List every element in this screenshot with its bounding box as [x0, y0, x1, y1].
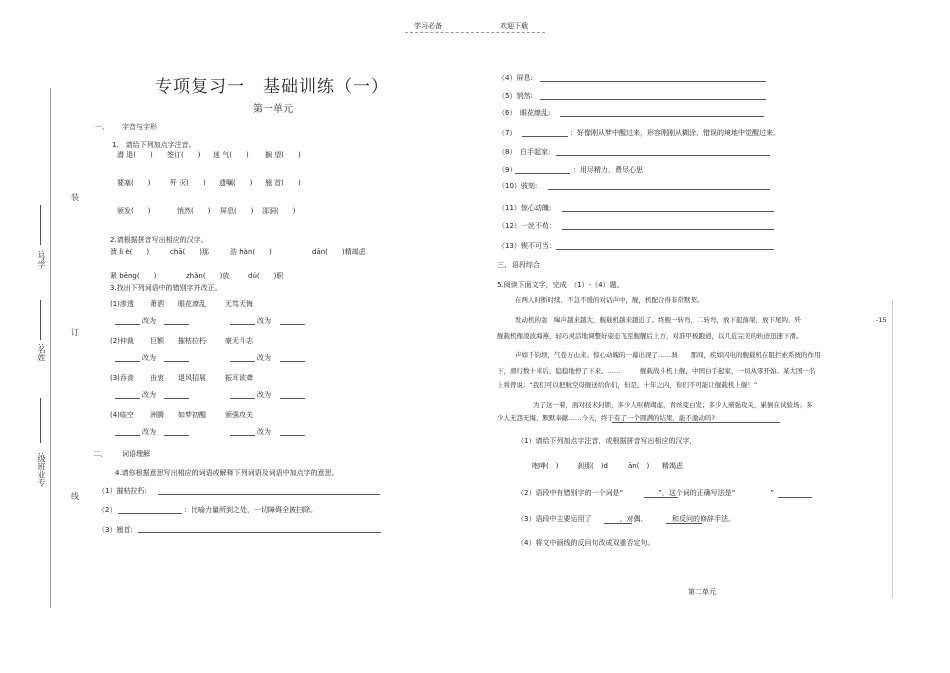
- term-label: （2）: [98, 506, 117, 514]
- page-subtitle: 第一单元: [253, 104, 293, 115]
- student-no-label: :号学: [37, 250, 46, 269]
- student-no-line: [40, 205, 41, 245]
- answer-blank[interactable]: [115, 324, 140, 325]
- answer-blank[interactable]: [644, 497, 678, 498]
- answer-line[interactable]: [540, 99, 766, 100]
- word-item: 萧洒: [150, 300, 164, 308]
- gai-label: 改为: [257, 428, 271, 436]
- answer-blank[interactable]: [164, 435, 189, 436]
- pinyin-item: 要塞( ): [117, 179, 151, 187]
- gai-label: 改为: [257, 317, 271, 325]
- term-label: （8） 白手起家:: [498, 148, 551, 156]
- word-item: 退风招展: [178, 374, 206, 382]
- passage-line: 舰载机像凌波海燕，轻巧灵活地调整好姿态飞至舰艉后上方，对准甲板跑道，以几近完美的轨迹迅速下滑。: [497, 332, 803, 340]
- word-item: 无笃无悔: [225, 300, 253, 308]
- pinyin-item: 悄然( ): [177, 207, 211, 215]
- answer-blank[interactable]: [115, 398, 140, 399]
- hanzi-item: 浩 hàn( ): [230, 248, 272, 256]
- answer-blank[interactable]: [666, 523, 702, 524]
- answer-blank[interactable]: [280, 324, 305, 325]
- q4-prompt: 4.请你根据意思写出相应的词语或解释下列词语及词语中加点字的意思。: [115, 469, 339, 477]
- passage-line: 发动机的轰 嗥声越来越大，舰载机越来越近了。终舰一转弯，二转弯，放下起落架，放下尾钩，歼: [515, 316, 801, 324]
- answer-line[interactable]: [540, 81, 766, 82]
- binding-line: [50, 88, 51, 608]
- term-label: （9）: [498, 166, 517, 174]
- answer-blank[interactable]: [280, 398, 305, 399]
- word-item: 如梦初醒: [178, 411, 206, 419]
- class-line: [40, 398, 41, 443]
- term-label: （7）: [498, 129, 520, 137]
- passage-line: 声如千钧坝，气卷万山来。惊心动魄的一幕出现了……刹 那间，疾如闪电的舰载机在阻拦索系统的作用: [515, 351, 821, 359]
- q1-prompt: 1. 请给下列加点字注音。: [112, 141, 196, 149]
- pinyin-item: 翘 首( ): [265, 179, 301, 187]
- underlined-question: [612, 422, 780, 423]
- definition-text: ：好像刚从梦中醒过来，形容刚刚从糊涂、错误的境地中觉醒过来。: [570, 129, 780, 137]
- answer-line[interactable]: [158, 494, 380, 495]
- word-item: 眼花潦乱: [178, 300, 206, 308]
- answer-line[interactable]: [515, 173, 570, 174]
- answer-line[interactable]: [522, 136, 568, 137]
- term-label: （12）一丝不苟：: [498, 222, 556, 230]
- subq-2: （2）语段中有错别字的一个词是“ ”，这个词的正确写法是“ ”: [517, 489, 774, 497]
- hanzi-item: dān( )精竭虑: [312, 248, 366, 256]
- pinyin-item: 屏息( ): [220, 207, 254, 215]
- answer-blank[interactable]: [164, 361, 189, 362]
- subq-1-item: 咆哮( ): [532, 462, 559, 470]
- term-label: （5）悄然:: [498, 92, 533, 100]
- gai-label: 改为: [257, 391, 271, 399]
- pinyin-item: 签订( ): [167, 151, 201, 159]
- sec1-number: 一、: [95, 123, 109, 131]
- gai-label: 改为: [142, 354, 156, 362]
- word-item: 振耳欲聋: [225, 374, 253, 382]
- pinyin-item: 搁 望( ): [265, 151, 301, 159]
- passage-line: 少人无怨无悔、默默奉献……今天，终于有了一个圆满的结果，能不激动吗?: [497, 414, 715, 422]
- answer-line[interactable]: [138, 532, 381, 533]
- answer-blank[interactable]: [778, 497, 812, 498]
- pinyin-item: 迷 气( ): [213, 151, 249, 159]
- subq-3: （3）语段中主要运用了 、对偶、 和反问的修辞手法。: [517, 515, 735, 523]
- gai-label: 改为: [142, 391, 156, 399]
- answer-line[interactable]: [562, 211, 774, 212]
- answer-blank[interactable]: [164, 398, 189, 399]
- subq-1-item: 刹那( )d: [577, 462, 608, 470]
- passage-line: 下，滑行数十米后，稳稳地停了下来。…… 舰载战斗机上舰，中国白手起家，一切从零开始。某大国一名: [497, 367, 816, 375]
- binding-ding: 订: [71, 328, 79, 337]
- sec3-title: 语段综合: [512, 261, 540, 269]
- footer-unit: 第二单元: [688, 588, 716, 596]
- word-item: 豪无斗志: [225, 337, 253, 345]
- sec2-number: 二、: [93, 450, 107, 458]
- answer-blank[interactable]: [280, 361, 305, 362]
- q3-prompt: 3.找出下列词语中的错别字并改正。: [110, 284, 222, 292]
- passage-line: 在两人时断时续、不急不缓的对话声中，舰，机配合得非常默契。: [515, 296, 704, 304]
- answer-line[interactable]: [118, 513, 182, 514]
- answer-blank[interactable]: [230, 361, 255, 362]
- answer-line[interactable]: [556, 155, 770, 156]
- hanzi-item: 紧 bēng( ): [110, 272, 157, 280]
- answer-blank[interactable]: [164, 324, 189, 325]
- binding-xian: 线: [71, 492, 79, 501]
- term-label: （13）锲不可当：: [498, 242, 556, 250]
- term-label: （3）翘首:: [98, 526, 133, 534]
- answer-blank[interactable]: [115, 435, 140, 436]
- term-label: （11）惊心动魄:: [498, 204, 552, 212]
- answer-line[interactable]: [560, 116, 764, 117]
- sec1-title: 字音与字形: [122, 123, 157, 131]
- word-item: 摧枯拉朽: [178, 337, 206, 345]
- word-item: (4)临空: [110, 411, 134, 419]
- answer-line[interactable]: [556, 249, 774, 250]
- word-item: 由衷: [150, 374, 164, 382]
- header-left: 学习必备: [414, 22, 442, 30]
- passage-line: 上将曾说：“我们可以把航空母舰送给你们，但是，十年之内，你们不可能让舰载机上舰！”: [497, 381, 758, 389]
- word-item: (1)渗透: [110, 300, 134, 308]
- name-line: [40, 300, 41, 340]
- answer-blank[interactable]: [115, 361, 140, 362]
- hanzi-item: chā( )那: [170, 248, 210, 256]
- term-label: （4）屏息:: [498, 74, 533, 82]
- name-label: :名姓: [37, 343, 46, 362]
- header-divider: [405, 32, 545, 33]
- class-label: :级班业专: [37, 452, 46, 487]
- pinyin-item: 潜 退( ): [117, 151, 153, 159]
- answer-blank[interactable]: [280, 435, 305, 436]
- term-label: （1）摧枯拉朽:: [98, 487, 147, 495]
- pinyin-item: 遗嘱( ): [219, 179, 253, 187]
- pinyin-item: 颁发( ): [117, 207, 151, 215]
- word-item: 巨额: [150, 337, 164, 345]
- definition-text: ：比喻力量所到之处，一切障碍全被扫除。: [184, 506, 317, 514]
- passage-line: -15: [876, 316, 887, 324]
- page-title: 专项复习一 基础训练（一）: [155, 77, 389, 97]
- answer-blank[interactable]: [230, 324, 255, 325]
- term-label: （6） 眼花缭乱:: [498, 109, 551, 117]
- answer-line[interactable]: [562, 229, 774, 230]
- pinyin-item: 歼 灭( ): [170, 179, 206, 187]
- subq-4: （4）将文中画线的反问句改成双重否定句。: [517, 539, 655, 547]
- word-item: (3)吞食: [110, 374, 134, 382]
- hanzi-item: dú( )职: [248, 272, 284, 280]
- header-right: 欢迎下载: [500, 22, 528, 30]
- subq-1-item: 精竭虑: [662, 462, 683, 470]
- right-edge-line: [892, 300, 893, 598]
- passage-line: 为了这一着，面对技术封锁，多少人呕精竭虑，青丝变白发；多少人颁强攻关，累倒在试验场；多: [533, 401, 813, 409]
- answer-line[interactable]: [548, 189, 770, 190]
- binding-zhuang: 装: [71, 193, 79, 202]
- sec3-number: 三、: [497, 261, 511, 269]
- term-label: （10）骇刻:: [498, 182, 538, 190]
- hanzi-item: 溃 lì è( ): [110, 248, 150, 256]
- hanzi-item: zhǎn( )放: [186, 272, 230, 280]
- subq-1-item: ān( ): [628, 462, 650, 470]
- gai-label: 改为: [257, 354, 271, 362]
- q5-prompt: 5.阅读下面文字，完成 （1）-（4）题。: [497, 281, 624, 289]
- pinyin-item: 邵洞( ): [262, 207, 296, 215]
- answer-blank[interactable]: [230, 398, 255, 399]
- answer-blank[interactable]: [230, 435, 255, 436]
- subq-1: （1）请给下列加点字注音，或根据拼音写出相应的汉字，: [517, 437, 697, 445]
- q2-prompt: 2.请根据拼音写出相应的汉字。: [110, 236, 208, 244]
- definition-text: ：用尽精力，费尽心思: [573, 166, 643, 174]
- answer-blank[interactable]: [604, 523, 632, 524]
- word-item: 颁强攻关: [225, 411, 253, 419]
- gai-label: 改为: [142, 317, 156, 325]
- gai-label: 改为: [142, 428, 156, 436]
- word-item: (2)仲裁: [110, 337, 134, 345]
- sec2-title: 词语理解: [122, 450, 150, 458]
- word-item: 洲腾: [150, 411, 164, 419]
